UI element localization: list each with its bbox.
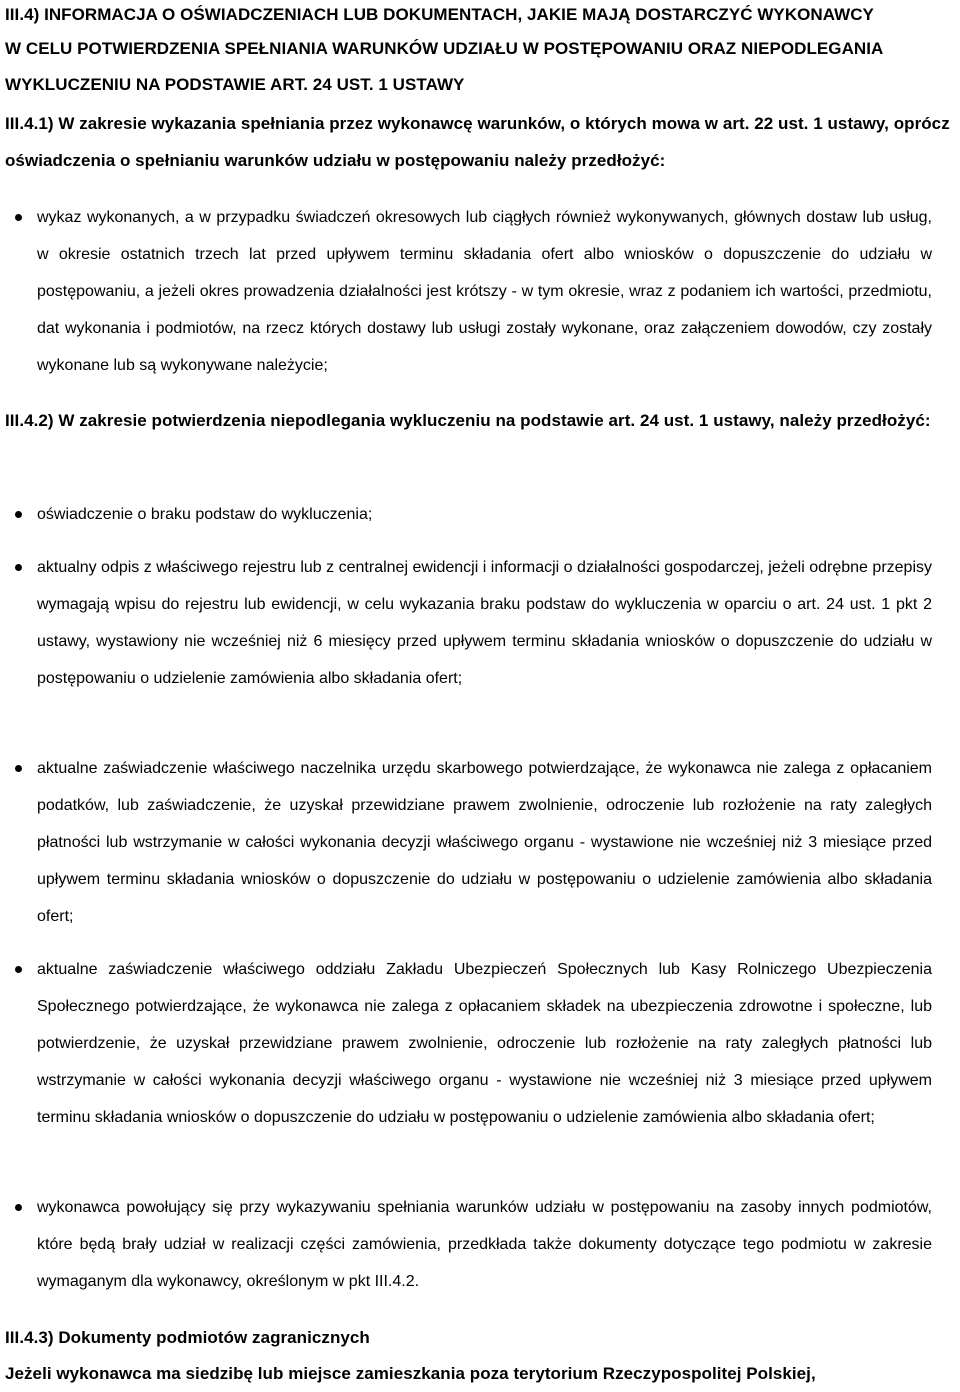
subsection-3-heading: III.4.3) Dokumenty podmiotów zagranicznych <box>5 1328 370 1347</box>
list-item-text: wykonawca powołujący się przy wykazywaniu spełniania warunków udziału w postępowaniu na zasoby innych podmiotów, które będą brały udział w realizacji części zamówienia, przedkłada także dokumenty dotyczące tego podmiotu w zakresie wymaganym dla wykonawcy, określonym w pkt III.4.2. <box>37 1199 932 1290</box>
bullet-icon <box>15 214 22 221</box>
list-item-text: oświadczenie o braku podstaw do wykluczenia; <box>37 506 373 523</box>
bullet-icon <box>15 1204 22 1211</box>
list-item-text: aktualny odpis z właściwego rejestru lub z centralnej ewidencji i informacji o działalności gospodarczej, jeżeli odrębne przepisy wymagają wpisu do rejestru lub ewidencji, w celu wykazania braku podstaw do wykluczenia w oparciu o art. 24 ust. 1 pkt 2 ustawy, wystawiony nie wcześniej niż 6 miesięcy przed upływem terminu składania wniosków o dopuszczenie do udziału w postępowaniu o udzielenie zamówienia albo składania ofert; <box>37 559 932 687</box>
bullet-icon <box>15 511 22 518</box>
subsection-1-heading: III.4.1) W zakresie wykazania spełniania przez wykonawcę warunków, o których mowa w art. 22 ust. 1 ustawy, oprócz oświadczenia o spełnianiu warunków udziału w postępowaniu należy przedłożyć: <box>5 114 950 170</box>
bullet-icon <box>15 765 22 772</box>
list-item-text: aktualne zaświadczenie właściwego oddziału Zakładu Ubezpieczeń Społecznych lub Kasy Rolniczego Ubezpieczenia Społecznego potwierdzające, że wykonawca nie zalega z opłacaniem składek na ubezpieczenia zdrowotne i społeczne, lub potwierdzenie, że uzyskał przewidziane prawem zwolnienie, odroczenie lub rozłożenie na raty zaległych płatności lub wstrzymanie w całości wykonania decyzji właściwego organu - wystawione nie wcześniej niż 3 miesiące przed upływem terminu składania wniosków o dopuszczenie do udziału w postępowaniu o udzielenie zamówienia albo składania ofert; <box>37 961 932 1126</box>
subsection-3-intro: Jeżeli wykonawca ma siedzibę lub miejsce zamieszkania poza terytorium Rzeczypospolitej Polskiej, <box>5 1364 816 1383</box>
subsection-2-heading: III.4.2) W zakresie potwierdzenia niepodlegania wykluczeniu na podstawie art. 24 ust. 1 ustawy, należy przedłożyć: <box>5 411 931 430</box>
list-item-text: aktualne zaświadczenie właściwego naczelnika urzędu skarbowego potwierdzające, że wykonawca nie zalega z opłacaniem podatków, lub zaświadczenie, że uzyskał przewidziane prawem zwolnienie, odroczenie lub rozłożenie na raty zaległych płatności lub wstrzymanie w całości wykonania decyzji właściwego organu - wystawione nie wcześniej niż 3 miesiące przed upływem terminu składania wniosków o dopuszczenie do udziału w postępowaniu o udzielenie zamówienia albo składania ofert; <box>37 760 932 925</box>
section-heading-line-3: WYKLUCZENIU NA PODSTAWIE ART. 24 UST. 1 USTAWY <box>5 75 465 94</box>
section-heading-line-2: W CELU POTWIERDZENIA SPEŁNIANIA WARUNKÓW UDZIAŁU W POSTĘPOWANIU ORAZ NIEPODLEGANIA <box>5 39 884 58</box>
section-heading-line-1: III.4) INFORMACJA O OŚWIADCZENIACH LUB DOKUMENTACH, JAKIE MAJĄ DOSTARCZYĆ WYKONAWCY <box>5 5 874 24</box>
bullet-icon <box>15 966 22 973</box>
list-item-text: wykaz wykonanych, a w przypadku świadczeń okresowych lub ciągłych również wykonywanych, głównych dostaw lub usług, w okresie ostatnich trzech lat przed upływem terminu składania ofert albo wniosków o dopuszczenie do udziału w postępowaniu, a jeżeli okres prowadzenia działalności jest krótszy - w tym okresie, wraz z podaniem ich wartości, przedmiotu, dat wykonania i podmiotów, na rzecz których dostawy lub usługi zostały wykonane, oraz załączeniem dowodów, czy zostały wykonane lub są wykonywane należycie; <box>37 209 932 374</box>
bullet-icon <box>15 564 22 571</box>
